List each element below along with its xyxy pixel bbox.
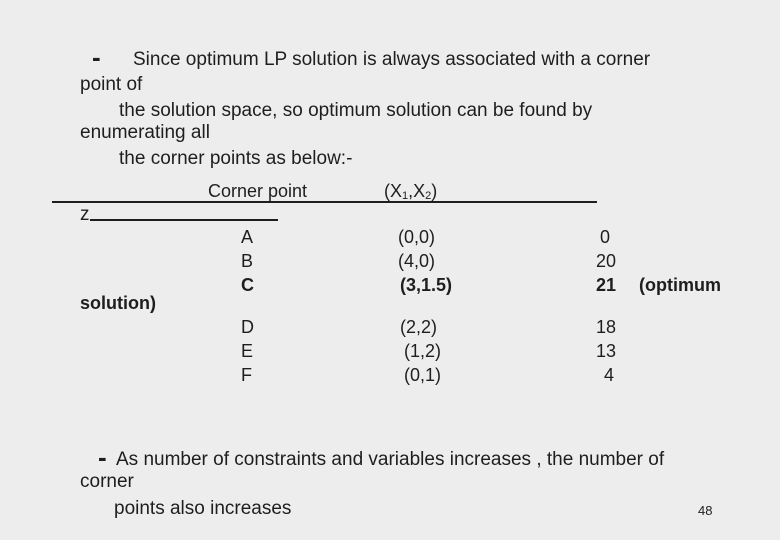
- header-z-rule: [90, 219, 278, 221]
- intro-bullet: -: [92, 42, 101, 72]
- row-d-coords: (2,2): [400, 317, 438, 337]
- page-number: 48: [698, 503, 713, 518]
- row-b-coords: (4,0): [398, 251, 436, 271]
- header-coordinates: (X1,X2): [384, 181, 438, 202]
- intro-line-3: the solution space, so optimum solution can be found by: [119, 100, 593, 121]
- row-c-z: 21: [596, 275, 617, 295]
- row-c-corner: C: [241, 275, 254, 295]
- intro-line-2: point of: [80, 74, 143, 95]
- row-f-corner: F: [241, 365, 252, 385]
- outro-line-1: As number of constraints and variables increases , the number of: [116, 449, 665, 470]
- row-e-coords: (1,2): [404, 341, 442, 361]
- outro-line-3: points also increases: [114, 498, 292, 519]
- row-b-z: 20: [596, 251, 617, 271]
- outro-bullet: -: [98, 442, 107, 472]
- outro-line-2: corner: [80, 471, 134, 492]
- row-c-note: (optimum: [639, 275, 721, 295]
- row-d-corner: D: [241, 317, 254, 337]
- header-z: z: [80, 204, 90, 225]
- row-e-corner: E: [241, 341, 254, 361]
- row-b-corner: B: [241, 251, 254, 271]
- row-a-z: 0: [600, 227, 611, 247]
- row-e-z: 13: [596, 341, 617, 361]
- intro-line-1: Since optimum LP solution is always associated with a corner: [133, 49, 651, 70]
- row-d-z: 18: [596, 317, 617, 337]
- intro-line-5: the corner points as below:-: [119, 148, 353, 169]
- header-corner-point: Corner point: [208, 181, 308, 201]
- row-c-note-continued: solution): [80, 293, 156, 313]
- row-f-coords: (0,1): [404, 365, 442, 385]
- row-f-z: 4: [604, 365, 615, 385]
- header-rule: [52, 201, 597, 203]
- intro-line-4: enumerating all: [80, 122, 210, 143]
- row-a-coords: (0,0): [398, 227, 436, 247]
- row-c-coords: (3,1.5): [400, 275, 453, 295]
- row-a-corner: A: [241, 227, 254, 247]
